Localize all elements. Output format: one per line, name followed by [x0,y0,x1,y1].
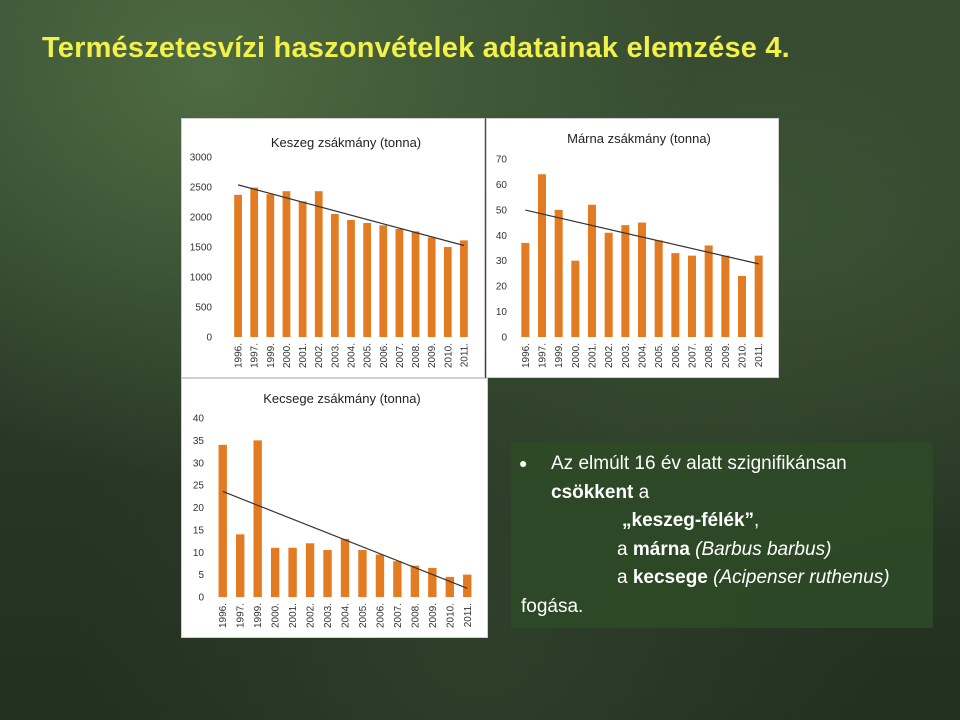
kecsege-x-tick-label: 2008. [410,603,422,629]
kecsege-x-tick-label: 2004. [340,603,352,629]
marna-bar [571,261,579,337]
kecsege-bar [219,445,227,597]
keszeg-x-tick-label: 2011. [459,343,471,368]
keszeg-bar [331,214,339,337]
summary-line-5 [617,567,890,589]
keszeg-bar [315,191,323,337]
kecsege-bar [253,440,261,597]
keszeg-x-tick-label: 2009. [427,343,439,369]
marna-bar [721,256,729,337]
keszeg-x-tick-label: 2006. [378,343,390,369]
marna-x-tick-label: 2000. [570,343,582,369]
kecsege-x-tick-label: 2009. [427,603,439,629]
marna-bar [655,240,663,337]
kecsege-y-tick-label: 5 [198,570,204,582]
keszeg-y-tick-label: 500 [195,302,212,314]
marna-bar [621,225,629,337]
marna-x-tick-label: 2002. [604,343,616,369]
kecsege-bar [323,550,331,597]
keszeg-bar [363,223,371,337]
kecsege-y-tick-label: 10 [192,547,204,559]
keszeg-bar [347,220,355,337]
kecsege-y-tick-label: 25 [192,480,204,492]
keszeg-x-tick-label: 2005. [362,343,374,369]
marna-y-tick-label: 40 [495,230,507,242]
marna-chart [486,118,779,378]
kecsege-bar [236,534,244,597]
kecsege-x-tick-label: 2005. [357,603,369,629]
kecsege-x-tick-label: 2000. [270,603,282,629]
kecsege-x-tick-label: 2011. [462,603,474,628]
keszeg-bar [412,231,420,337]
keszeg-x-tick-label: 2004. [346,343,358,369]
marna-x-tick-label: 2011. [754,343,766,368]
keszeg-x-tick-label: 2003. [330,343,342,369]
kecsege-y-tick-label: 20 [192,503,204,514]
summary-line-2 [551,482,649,504]
marna-bar [688,256,696,337]
marna-bar [521,243,529,337]
marna-bar [755,256,763,337]
kecsege-bar [271,548,279,597]
marna-chart-title: Márna zsákmány (tonna) [567,131,711,146]
marna-x-tick-label: 2008. [704,343,716,369]
keszeg-y-tick-label: 2500 [189,182,212,194]
marna-y-tick-label: 70 [495,154,507,166]
summary-text-1: Az elmúlt 16 év alatt szignifikánsan [551,453,847,474]
kecsege-y-tick-label: 40 [192,413,204,425]
keszeg-x-tick-label: 1999. [265,343,277,369]
kecsege-chart [181,378,488,638]
marna-x-tick-label: 2001. [587,343,599,369]
marna-x-tick-label: 1997. [537,343,549,369]
bullet-icon: ● [519,455,528,471]
summary-bold-marna: márna [632,539,690,560]
summary-bold-keszeg: „keszeg-félék” [622,510,755,531]
summary-text-3: , [754,510,760,531]
summary-text-2: a [633,482,650,503]
marna-y-tick-label: 30 [495,256,507,268]
marna-x-tick-label: 1996. [520,343,532,369]
keszeg-x-tick-label: 1996. [233,343,245,369]
marna-y-tick-label: 0 [501,332,507,344]
keszeg-y-tick-label: 0 [206,332,212,344]
summary-line-1 [551,453,847,475]
marna-x-tick-label: 1999. [554,343,566,369]
marna-bar [538,174,546,337]
kecsege-bar [341,539,349,597]
keszeg-x-tick-label: 2000. [281,343,293,369]
summary-textbox [511,443,933,628]
kecsege-x-tick-label: 1996. [218,603,230,629]
marna-x-tick-label: 2007. [687,343,699,369]
kecsege-chart-title: Kecsege zsákmány (tonna) [263,391,421,406]
marna-chart-svg [487,119,778,377]
kecsege-bar [288,548,296,597]
marna-y-tick-label: 60 [495,179,507,191]
kecsege-bar [411,566,419,597]
keszeg-x-tick-label: 2001. [298,343,310,369]
summary-text-5a: a [617,567,633,588]
keszeg-x-tick-label: 2002. [314,343,326,369]
kecsege-chart-svg [182,379,487,637]
keszeg-x-tick-label: 2007. [394,343,406,369]
summary-italic-kecsege: (Acipenser ruthenus) [707,567,890,588]
keszeg-bar [379,225,387,337]
kecsege-bar [376,554,384,597]
marna-x-tick-label: 2006. [670,343,682,369]
marna-x-tick-label: 2009. [720,343,732,369]
kecsege-bar [428,568,436,597]
kecsege-x-tick-label: 2010. [445,603,457,629]
keszeg-x-tick-label: 2010. [443,343,455,369]
keszeg-x-tick-label: 2008. [411,343,423,369]
kecsege-y-tick-label: 15 [192,525,204,537]
summary-bold-kecsege: kecsege [632,567,708,588]
summary-italic-marna: (Barbus barbus) [689,539,832,560]
marna-y-tick-label: 50 [495,205,507,217]
kecsege-x-tick-label: 2002. [305,603,317,629]
marna-y-tick-label: 10 [495,307,507,319]
marna-x-tick-label: 2010. [737,343,749,369]
kecsege-bar [358,550,366,597]
keszeg-chart-title: Keszeg zsákmány (tonna) [270,135,422,150]
keszeg-bar [299,201,307,337]
kecsege-y-tick-label: 0 [198,592,204,604]
summary-line-6 [521,596,583,618]
summary-text-6: fogása. [521,596,584,617]
kecsege-x-tick-label: 2003. [323,603,335,629]
kecsege-y-tick-label: 35 [192,435,204,447]
kecsege-bar [463,575,471,597]
summary-text-4a: a [617,539,633,560]
kecsege-bar [306,543,314,597]
summary-bold-csokkent: csökkent [551,482,634,503]
kecsege-y-tick-label: 30 [192,458,204,470]
keszeg-bar [266,194,274,337]
keszeg-y-tick-label: 1500 [189,242,212,254]
keszeg-chart [181,118,485,378]
keszeg-chart-svg [182,119,484,377]
marna-bar [738,276,746,337]
keszeg-bar [444,247,452,337]
marna-bar [605,233,613,337]
marna-x-tick-label: 2004. [637,343,649,369]
keszeg-y-tick-label: 2000 [189,212,212,224]
slide-title: Természetesvízi haszonvételek adatainak elemzése 4. [42,32,790,64]
keszeg-y-tick-label: 1000 [189,272,212,284]
kecsege-x-tick-label: 2006. [375,603,387,629]
keszeg-y-tick-label: 3000 [189,152,212,164]
keszeg-bar [428,237,436,337]
marna-x-tick-label: 2003. [620,343,632,369]
keszeg-x-tick-label: 1997. [249,343,261,369]
marna-bar [671,253,679,337]
kecsege-x-tick-label: 1997. [235,603,247,629]
summary-line-3 [622,510,759,532]
kecsege-bar [393,561,401,597]
keszeg-bar [460,240,468,337]
marna-bar [555,210,563,337]
keszeg-bar [234,195,242,337]
marna-bar [638,223,646,337]
summary-line-4 [617,539,831,561]
kecsege-x-tick-label: 1999. [253,603,265,629]
kecsege-x-tick-label: 2007. [392,603,404,629]
kecsege-x-tick-label: 2001. [288,603,300,629]
marna-x-tick-label: 2005. [654,343,666,369]
marna-bar [705,245,713,337]
marna-y-tick-label: 20 [495,281,507,293]
keszeg-bar [283,191,291,337]
keszeg-bar [396,229,404,337]
keszeg-bar [250,188,258,337]
